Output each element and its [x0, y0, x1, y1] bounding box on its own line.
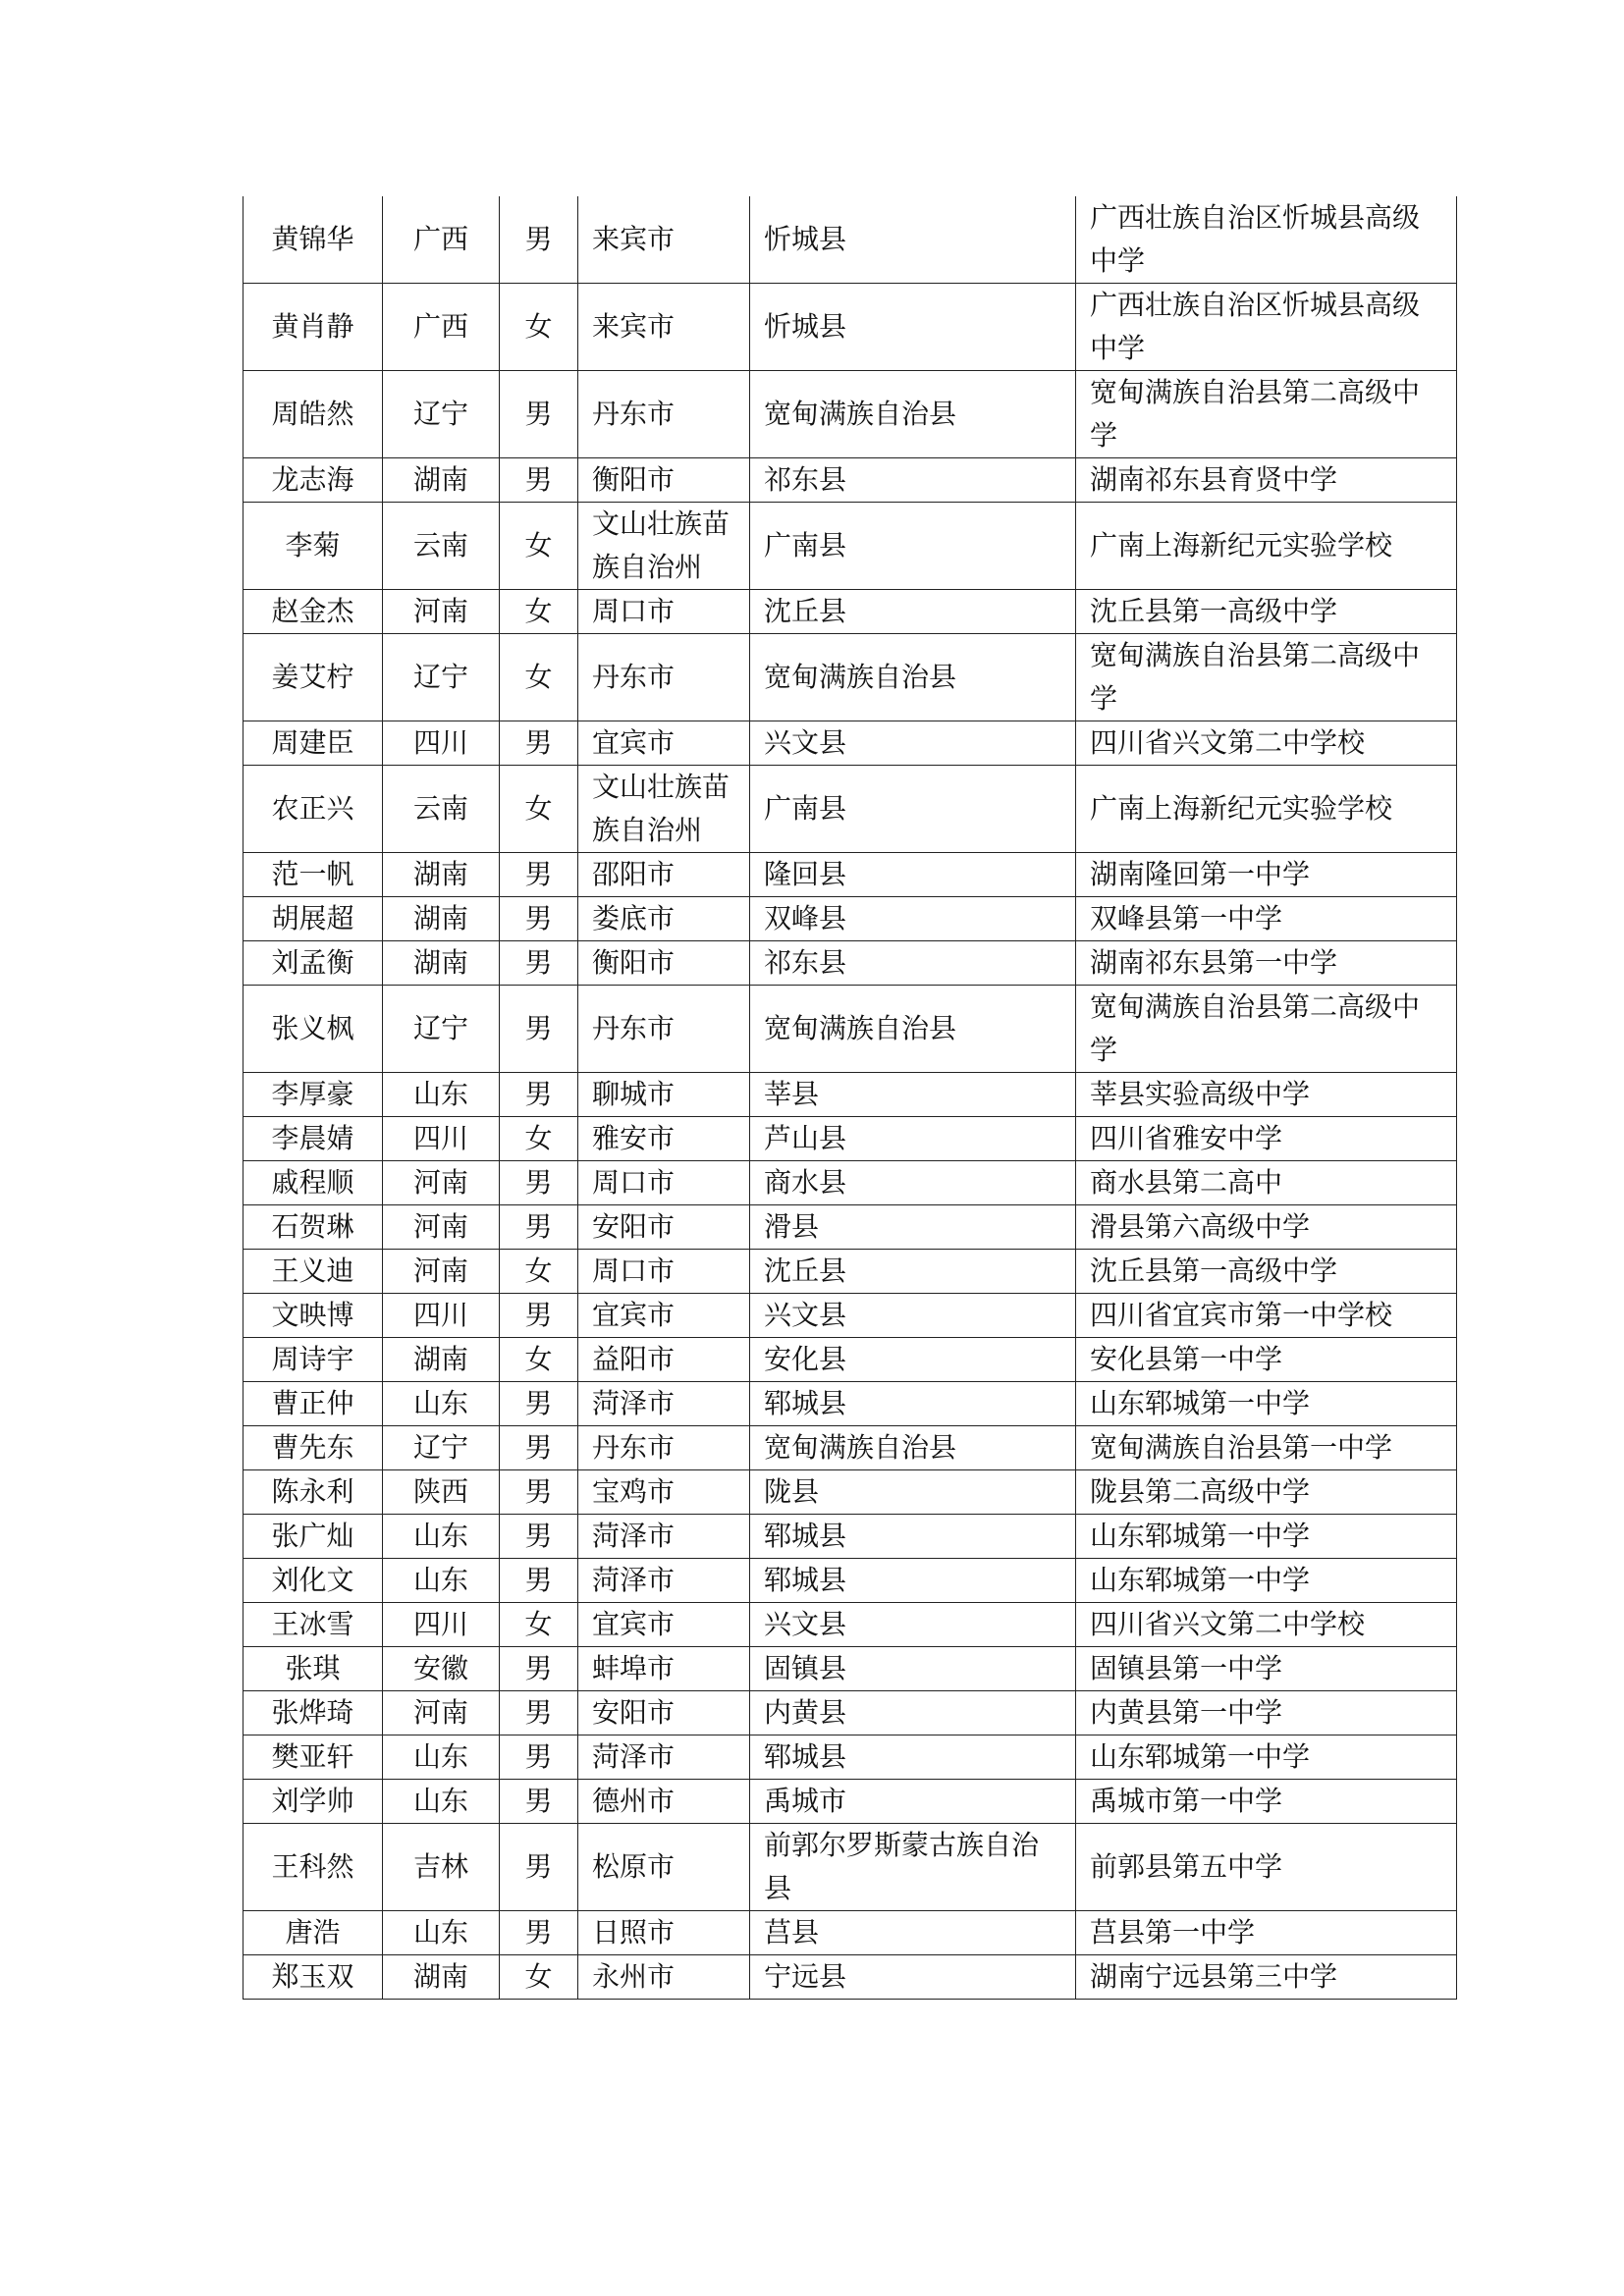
- table-row: [244, 941, 1457, 986]
- gender-cell: 女: [500, 590, 578, 634]
- county-cell: 沈丘县: [750, 590, 1076, 634]
- province-cell: 辽宁: [383, 1426, 500, 1470]
- name-cell: 黄肖静: [244, 284, 383, 371]
- gender-cell: 男: [500, 1559, 578, 1603]
- school-cell: 山东郓城第一中学: [1076, 1382, 1457, 1426]
- city-cell: 周口市: [578, 1161, 750, 1205]
- school-cell: 双峰县第一中学: [1076, 897, 1457, 941]
- school-cell: 广南上海新纪元实验学校: [1076, 766, 1457, 853]
- city-cell: 文山壮族苗族自治州: [578, 766, 750, 853]
- name-cell: 李厚豪: [244, 1073, 383, 1117]
- school-cell: 广西壮族自治区忻城县高级中学: [1076, 284, 1457, 371]
- table-row: [244, 1426, 1457, 1470]
- gender-cell: 男: [500, 1205, 578, 1250]
- city-cell: 丹东市: [578, 986, 750, 1073]
- county-cell: 固镇县: [750, 1647, 1076, 1691]
- city-cell: 衡阳市: [578, 941, 750, 986]
- school-cell: 四川省雅安中学: [1076, 1117, 1457, 1161]
- city-cell: 松原市: [578, 1824, 750, 1911]
- gender-cell: 男: [500, 1735, 578, 1780]
- county-cell: 郓城县: [750, 1559, 1076, 1603]
- name-cell: 石贺琳: [244, 1205, 383, 1250]
- province-cell: 河南: [383, 1250, 500, 1294]
- county-cell: 祁东县: [750, 458, 1076, 503]
- school-cell: 广西壮族自治区忻城县高级中学: [1076, 196, 1457, 284]
- school-cell: 宽甸满族自治县第二高级中学: [1076, 986, 1457, 1073]
- name-cell: 唐浩: [244, 1911, 383, 1955]
- table-row: [244, 986, 1457, 1073]
- table-row: [244, 284, 1457, 371]
- table-row: [244, 196, 1457, 284]
- table-row: [244, 503, 1457, 590]
- province-cell: 山东: [383, 1559, 500, 1603]
- table-row: [244, 1824, 1457, 1911]
- county-cell: 禹城市: [750, 1780, 1076, 1824]
- city-cell: 菏泽市: [578, 1735, 750, 1780]
- name-cell: 龙志海: [244, 458, 383, 503]
- name-cell: 王义迪: [244, 1250, 383, 1294]
- city-cell: 文山壮族苗族自治州: [578, 503, 750, 590]
- county-cell: 郓城县: [750, 1382, 1076, 1426]
- school-cell: 四川省宜宾市第一中学校: [1076, 1294, 1457, 1338]
- table-row: [244, 1470, 1457, 1515]
- county-cell: 芦山县: [750, 1117, 1076, 1161]
- city-cell: 日照市: [578, 1911, 750, 1955]
- name-cell: 王冰雪: [244, 1603, 383, 1647]
- city-cell: 永州市: [578, 1955, 750, 2000]
- table-row: [244, 1205, 1457, 1250]
- city-cell: 菏泽市: [578, 1515, 750, 1559]
- school-cell: 广南上海新纪元实验学校: [1076, 503, 1457, 590]
- province-cell: 湖南: [383, 1955, 500, 2000]
- gender-cell: 男: [500, 1647, 578, 1691]
- gender-cell: 女: [500, 766, 578, 853]
- province-cell: 河南: [383, 1205, 500, 1250]
- city-cell: 来宾市: [578, 284, 750, 371]
- city-cell: 来宾市: [578, 196, 750, 284]
- table-row: [244, 766, 1457, 853]
- county-cell: 宽甸满族自治县: [750, 986, 1076, 1073]
- table-row: [244, 1250, 1457, 1294]
- school-cell: 滑县第六高级中学: [1076, 1205, 1457, 1250]
- city-cell: 丹东市: [578, 371, 750, 458]
- province-cell: 安徽: [383, 1647, 500, 1691]
- school-cell: 山东郓城第一中学: [1076, 1515, 1457, 1559]
- city-cell: 宜宾市: [578, 1603, 750, 1647]
- name-cell: 戚程顺: [244, 1161, 383, 1205]
- school-cell: 莒县第一中学: [1076, 1911, 1457, 1955]
- gender-cell: 男: [500, 721, 578, 766]
- gender-cell: 女: [500, 1250, 578, 1294]
- table-row: [244, 1073, 1457, 1117]
- county-cell: 兴文县: [750, 1294, 1076, 1338]
- city-cell: 周口市: [578, 1250, 750, 1294]
- school-cell: 陇县第二高级中学: [1076, 1470, 1457, 1515]
- city-cell: 蚌埠市: [578, 1647, 750, 1691]
- table-row: [244, 1382, 1457, 1426]
- county-cell: 宽甸满族自治县: [750, 634, 1076, 721]
- gender-cell: 男: [500, 853, 578, 897]
- table-row: [244, 1559, 1457, 1603]
- school-cell: 宽甸满族自治县第一中学: [1076, 1426, 1457, 1470]
- table-row: [244, 458, 1457, 503]
- county-cell: 宽甸满族自治县: [750, 371, 1076, 458]
- school-cell: 湖南祁东县第一中学: [1076, 941, 1457, 986]
- city-cell: 宜宾市: [578, 1294, 750, 1338]
- gender-cell: 男: [500, 897, 578, 941]
- gender-cell: 女: [500, 503, 578, 590]
- province-cell: 山东: [383, 1780, 500, 1824]
- province-cell: 四川: [383, 1117, 500, 1161]
- gender-cell: 男: [500, 1294, 578, 1338]
- name-cell: 曹正仲: [244, 1382, 383, 1426]
- county-cell: 郓城县: [750, 1515, 1076, 1559]
- city-cell: 雅安市: [578, 1117, 750, 1161]
- school-cell: 前郭县第五中学: [1076, 1824, 1457, 1911]
- name-cell: 陈永利: [244, 1470, 383, 1515]
- province-cell: 湖南: [383, 458, 500, 503]
- county-cell: 安化县: [750, 1338, 1076, 1382]
- province-cell: 湖南: [383, 853, 500, 897]
- province-cell: 四川: [383, 1603, 500, 1647]
- gender-cell: 女: [500, 1338, 578, 1382]
- name-cell: 姜艾柠: [244, 634, 383, 721]
- province-cell: 河南: [383, 590, 500, 634]
- city-cell: 聊城市: [578, 1073, 750, 1117]
- table-row: [244, 1338, 1457, 1382]
- name-cell: 刘化文: [244, 1559, 383, 1603]
- province-cell: 山东: [383, 1073, 500, 1117]
- gender-cell: 男: [500, 1515, 578, 1559]
- school-cell: 山东郓城第一中学: [1076, 1735, 1457, 1780]
- gender-cell: 男: [500, 986, 578, 1073]
- table-row: [244, 1294, 1457, 1338]
- name-cell: 曹先东: [244, 1426, 383, 1470]
- table-row: [244, 1117, 1457, 1161]
- gender-cell: 男: [500, 1780, 578, 1824]
- county-cell: 陇县: [750, 1470, 1076, 1515]
- name-cell: 樊亚轩: [244, 1735, 383, 1780]
- county-cell: 商水县: [750, 1161, 1076, 1205]
- province-cell: 湖南: [383, 941, 500, 986]
- gender-cell: 女: [500, 284, 578, 371]
- gender-cell: 男: [500, 941, 578, 986]
- province-cell: 河南: [383, 1691, 500, 1735]
- county-cell: 忻城县: [750, 284, 1076, 371]
- table-row: [244, 1911, 1457, 1955]
- gender-cell: 男: [500, 1073, 578, 1117]
- table-row: [244, 1780, 1457, 1824]
- school-cell: 湖南祁东县育贤中学: [1076, 458, 1457, 503]
- table-row: [244, 1955, 1457, 2000]
- school-cell: 禹城市第一中学: [1076, 1780, 1457, 1824]
- name-cell: 郑玉双: [244, 1955, 383, 2000]
- province-cell: 陕西: [383, 1470, 500, 1515]
- name-cell: 李晨婧: [244, 1117, 383, 1161]
- name-cell: 王科然: [244, 1824, 383, 1911]
- school-cell: 沈丘县第一高级中学: [1076, 590, 1457, 634]
- school-cell: 四川省兴文第二中学校: [1076, 1603, 1457, 1647]
- province-cell: 山东: [383, 1735, 500, 1780]
- city-cell: 安阳市: [578, 1205, 750, 1250]
- name-cell: 刘学帅: [244, 1780, 383, 1824]
- table-row: [244, 634, 1457, 721]
- province-cell: 吉林: [383, 1824, 500, 1911]
- name-cell: 张义枫: [244, 986, 383, 1073]
- table-row: [244, 1161, 1457, 1205]
- name-cell: 黄锦华: [244, 196, 383, 284]
- table-row: [244, 1515, 1457, 1559]
- city-cell: 菏泽市: [578, 1559, 750, 1603]
- school-cell: 沈丘县第一高级中学: [1076, 1250, 1457, 1294]
- gender-cell: 男: [500, 1161, 578, 1205]
- province-cell: 广西: [383, 196, 500, 284]
- county-cell: 宁远县: [750, 1955, 1076, 2000]
- name-cell: 周皓然: [244, 371, 383, 458]
- county-cell: 祁东县: [750, 941, 1076, 986]
- province-cell: 辽宁: [383, 986, 500, 1073]
- table-row: [244, 853, 1457, 897]
- province-cell: 山东: [383, 1382, 500, 1426]
- county-cell: 滑县: [750, 1205, 1076, 1250]
- city-cell: 益阳市: [578, 1338, 750, 1382]
- gender-cell: 男: [500, 1824, 578, 1911]
- province-cell: 辽宁: [383, 634, 500, 721]
- county-cell: 郓城县: [750, 1735, 1076, 1780]
- city-cell: 菏泽市: [578, 1382, 750, 1426]
- school-cell: 固镇县第一中学: [1076, 1647, 1457, 1691]
- county-cell: 沈丘县: [750, 1250, 1076, 1294]
- province-cell: 湖南: [383, 1338, 500, 1382]
- gender-cell: 男: [500, 196, 578, 284]
- school-cell: 宽甸满族自治县第二高级中学: [1076, 634, 1457, 721]
- city-cell: 丹东市: [578, 1426, 750, 1470]
- city-cell: 丹东市: [578, 634, 750, 721]
- province-cell: 辽宁: [383, 371, 500, 458]
- name-cell: 周建臣: [244, 721, 383, 766]
- name-cell: 文映博: [244, 1294, 383, 1338]
- table-row: [244, 721, 1457, 766]
- county-cell: 广南县: [750, 503, 1076, 590]
- county-cell: 莒县: [750, 1911, 1076, 1955]
- county-cell: 广南县: [750, 766, 1076, 853]
- roster-body: [244, 196, 1457, 2000]
- table-row: [244, 897, 1457, 941]
- county-cell: 双峰县: [750, 897, 1076, 941]
- school-cell: 四川省兴文第二中学校: [1076, 721, 1457, 766]
- gender-cell: 男: [500, 1691, 578, 1735]
- school-cell: 宽甸满族自治县第二高级中学: [1076, 371, 1457, 458]
- school-cell: 湖南宁远县第三中学: [1076, 1955, 1457, 2000]
- name-cell: 赵金杰: [244, 590, 383, 634]
- province-cell: 广西: [383, 284, 500, 371]
- name-cell: 李菊: [244, 503, 383, 590]
- province-cell: 云南: [383, 766, 500, 853]
- gender-cell: 男: [500, 371, 578, 458]
- city-cell: 宜宾市: [578, 721, 750, 766]
- name-cell: 刘孟衡: [244, 941, 383, 986]
- gender-cell: 男: [500, 1426, 578, 1470]
- county-cell: 兴文县: [750, 721, 1076, 766]
- gender-cell: 女: [500, 634, 578, 721]
- county-cell: 隆回县: [750, 853, 1076, 897]
- name-cell: 张广灿: [244, 1515, 383, 1559]
- school-cell: 山东郓城第一中学: [1076, 1559, 1457, 1603]
- city-cell: 安阳市: [578, 1691, 750, 1735]
- school-cell: 湖南隆回第一中学: [1076, 853, 1457, 897]
- school-cell: 商水县第二高中: [1076, 1161, 1457, 1205]
- gender-cell: 女: [500, 1955, 578, 2000]
- gender-cell: 男: [500, 1382, 578, 1426]
- gender-cell: 女: [500, 1603, 578, 1647]
- province-cell: 四川: [383, 721, 500, 766]
- province-cell: 云南: [383, 503, 500, 590]
- school-cell: 莘县实验高级中学: [1076, 1073, 1457, 1117]
- school-cell: 内黄县第一中学: [1076, 1691, 1457, 1735]
- city-cell: 宝鸡市: [578, 1470, 750, 1515]
- province-cell: 湖南: [383, 897, 500, 941]
- table-row: [244, 1691, 1457, 1735]
- province-cell: 河南: [383, 1161, 500, 1205]
- table-row: [244, 1735, 1457, 1780]
- city-cell: 邵阳市: [578, 853, 750, 897]
- gender-cell: 女: [500, 1117, 578, 1161]
- province-cell: 山东: [383, 1911, 500, 1955]
- name-cell: 张烨琦: [244, 1691, 383, 1735]
- name-cell: 周诗宇: [244, 1338, 383, 1382]
- gender-cell: 男: [500, 458, 578, 503]
- city-cell: 德州市: [578, 1780, 750, 1824]
- province-cell: 四川: [383, 1294, 500, 1338]
- table-row: [244, 590, 1457, 634]
- county-cell: 兴文县: [750, 1603, 1076, 1647]
- name-cell: 农正兴: [244, 766, 383, 853]
- table-row: [244, 1603, 1457, 1647]
- gender-cell: 男: [500, 1911, 578, 1955]
- name-cell: 范一帆: [244, 853, 383, 897]
- gender-cell: 男: [500, 1470, 578, 1515]
- school-cell: 安化县第一中学: [1076, 1338, 1457, 1382]
- table-row: [244, 1647, 1457, 1691]
- student-roster-table: [243, 196, 1457, 2000]
- table-row: [244, 371, 1457, 458]
- county-cell: 宽甸满族自治县: [750, 1426, 1076, 1470]
- city-cell: 周口市: [578, 590, 750, 634]
- county-cell: 内黄县: [750, 1691, 1076, 1735]
- province-cell: 山东: [383, 1515, 500, 1559]
- name-cell: 胡展超: [244, 897, 383, 941]
- county-cell: 忻城县: [750, 196, 1076, 284]
- name-cell: 张琪: [244, 1647, 383, 1691]
- county-cell: 莘县: [750, 1073, 1076, 1117]
- city-cell: 娄底市: [578, 897, 750, 941]
- county-cell: 前郭尔罗斯蒙古族自治县: [750, 1824, 1076, 1911]
- city-cell: 衡阳市: [578, 458, 750, 503]
